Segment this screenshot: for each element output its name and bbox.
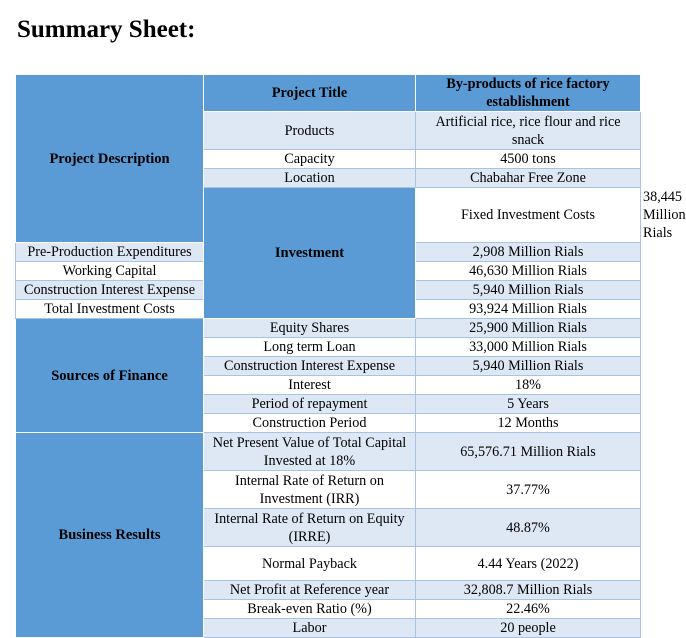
row-label: Labor [204,619,416,638]
page-title: Summary Sheet: [17,16,196,43]
row-value: 65,576.71 Million Rials [416,433,641,471]
section-business-results: Business Results [16,433,204,638]
row-value: 5 Years [416,395,641,414]
row-label: Long term Loan [204,338,416,357]
row-label: Location [204,169,416,188]
row-label: Capacity [204,150,416,169]
row-label: Fixed Investment Costs [416,188,641,243]
section-project-description: Project Description [16,75,204,243]
row-label: Working Capital [16,262,204,281]
summary-table [15,74,686,638]
row-value: 12 Months [416,414,641,433]
row-label: Construction Interest Expense [204,357,416,376]
row-label: Internal Rate of Return on Investment (IRR) [204,471,416,509]
row-label: Construction Interest Expense [16,281,204,300]
row-value: 33,000 Million Rials [416,338,641,357]
row-label: Total Investment Costs [16,300,204,319]
row-label: Pre-Production Expenditures [16,243,204,262]
table-row [16,319,641,338]
row-value: 18% [416,376,641,395]
row-value: 5,940 Million Rials [416,281,641,300]
row-label: Equity Shares [204,319,416,338]
row-value: 4500 tons [416,150,641,169]
row-value: 2,908 Million Rials [416,243,641,262]
row-label: Interest [204,376,416,395]
row-value: 22.46% [416,600,641,619]
row-value: 25,900 Million Rials [416,319,641,338]
row-value: 48.87% [416,509,641,547]
row-label: Products [204,112,416,150]
row-value: 46,630 Million Rials [416,262,641,281]
row-label: Internal Rate of Return on Equity (IRRE) [204,509,416,547]
row-label: Net Profit at Reference year [204,581,416,600]
row-value: 4.44 Years (2022) [416,547,641,581]
row-label: Period of repayment [204,395,416,414]
project-title-label: Project Title [204,75,416,112]
row-label: Net Present Value of Total Capital Invested at 18% [204,433,416,471]
table-row [16,433,641,471]
row-label: Normal Payback [204,547,416,581]
section-sources-of-finance: Sources of Finance [16,319,204,433]
row-value: Chabahar Free Zone [416,169,641,188]
row-value: 93,924 Million Rials [416,300,641,319]
project-title-value: By-products of rice factory establishment [416,75,641,112]
section-investment: Investment [204,188,416,319]
row-value: 20 people [416,619,641,638]
row-value: 5,940 Million Rials [416,357,641,376]
table-row: Investment Fixed Investment Costs 38,445 Million Rials [16,188,641,243]
row-label: Construction Period [204,414,416,433]
row-value: Artificial rice, rice flour and rice snack [416,112,641,150]
row-value: 37.77% [416,471,641,509]
row-value: 32,808.7 Million Rials [416,581,641,600]
row-label: Break-even Ratio (%) [204,600,416,619]
